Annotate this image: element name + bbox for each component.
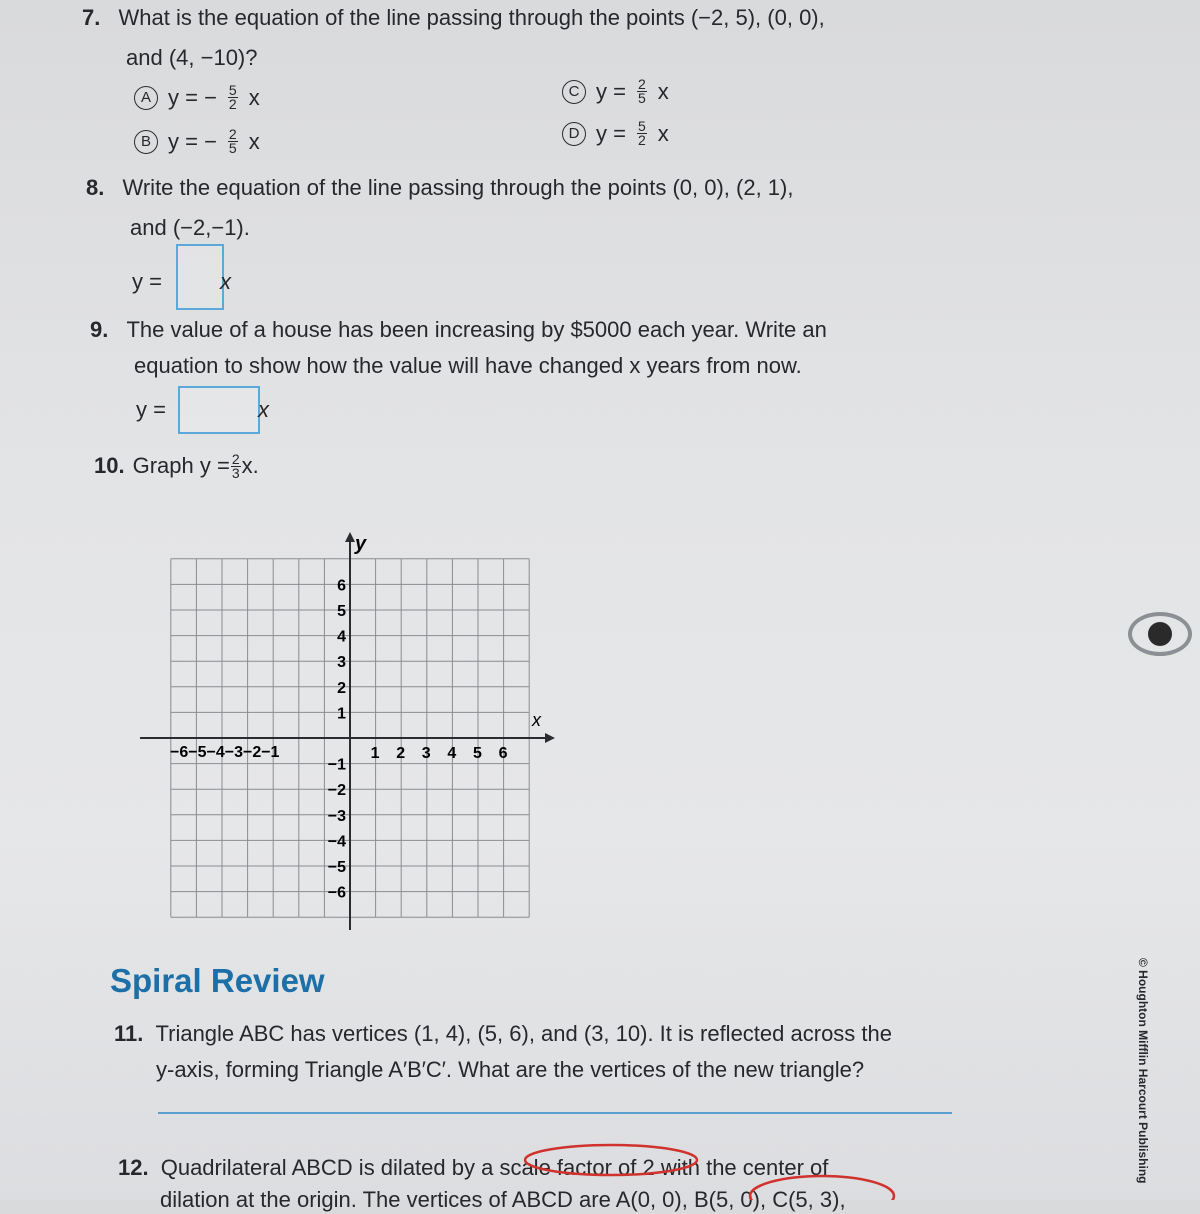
question-text: Write the equation of the line passing through the points (0, 0), (2, 1), [122, 175, 794, 200]
question-text: The value of a house has been increasing by $5000 each year. Write an [126, 317, 827, 342]
section-heading: Spiral Review [110, 962, 325, 999]
option-b[interactable] [134, 128, 260, 155]
option-letter: D [562, 122, 586, 146]
x-tick-label: 6 [498, 745, 508, 762]
frac-num: 2 [231, 450, 240, 467]
y-tick-label: 6 [337, 577, 346, 595]
frac-num: 2 [228, 126, 237, 142]
question-9 [90, 316, 827, 344]
question-11-line2: y-axis, forming Triangle A′B′C′. What are the vertices of the new triangle? [156, 1057, 865, 1082]
fraction [231, 450, 241, 481]
y-tick-labels [328, 577, 346, 901]
fraction [228, 128, 238, 155]
frac-den: 5 [637, 90, 646, 106]
frac-num: 2 [637, 76, 646, 92]
y-tick-label: −2 [327, 782, 346, 800]
fraction [637, 78, 647, 105]
question-12 [118, 1154, 828, 1182]
answer-var: x [258, 397, 269, 422]
answer-box-q8[interactable] [176, 244, 224, 310]
frac-den: 2 [228, 96, 237, 112]
question-number: 10. [94, 453, 125, 478]
question-number: 9. [90, 317, 109, 342]
question-text: Graph y = [132, 453, 230, 478]
question-number: 8. [86, 175, 105, 200]
answer-lhs: y = [136, 397, 166, 422]
question-8 [86, 174, 793, 202]
question-8-line2: and (−2,−1). [130, 215, 250, 240]
option-letter: C [562, 80, 586, 104]
y-tick-label: −4 [327, 833, 346, 851]
publisher-credit: © Houghton Mifflin Harcourt Publishing [1136, 958, 1150, 1184]
x-tick-label: 5 [473, 745, 482, 762]
y-tick-label: 5 [337, 603, 346, 620]
y-tick-label: −6 [327, 884, 346, 902]
y-tick-label: 2 [337, 679, 346, 697]
x-tick-labels [371, 745, 508, 762]
option-d[interactable] [562, 120, 669, 147]
option-var: x [248, 84, 260, 110]
y-tick-label: −3 [327, 807, 346, 825]
y-axis-label: y [355, 533, 367, 555]
option-lhs: y = − [168, 128, 217, 154]
option-letter: B [134, 130, 158, 154]
frac-den: 5 [228, 140, 237, 156]
y-tick-label: 3 [337, 654, 346, 672]
frac-den: 2 [637, 132, 646, 148]
question-9-line2: equation to show how the value will have changed x years from now. [134, 353, 802, 378]
coordinate-grid[interactable] [140, 530, 560, 940]
option-lhs: y = − [168, 84, 217, 110]
x-axis-arrow [545, 733, 555, 743]
option-c[interactable] [562, 78, 669, 105]
option-lhs: y = [596, 120, 626, 146]
question-number: 12. [118, 1155, 149, 1180]
x-tick-label: 3 [421, 745, 431, 762]
question-text: Quadrilateral ABCD is dilated by a scale factor of 2 with the center of [160, 1155, 829, 1180]
option-a[interactable] [134, 84, 260, 111]
y-tick-label: 1 [337, 705, 346, 723]
y-tick-label: 4 [337, 628, 346, 646]
answer-box-q9[interactable] [178, 386, 260, 434]
y-tick-label: −1 [327, 756, 346, 774]
question-11 [114, 1020, 892, 1048]
x-tick-label: 4 [447, 745, 457, 762]
question-var: x. [241, 453, 259, 478]
option-lhs: y = [596, 78, 626, 104]
question-12-line2: dilation at the origin. The vertices of ABCD are A(0, 0), B(5, 0), C(5, 3), [160, 1187, 846, 1212]
question-10 [94, 452, 259, 480]
question-number: 7. [82, 5, 101, 30]
question-text: What is the equation of the line passing through the points (−2, 5), (0, 0), [118, 5, 825, 30]
question-7-line2: and (4, −10)? [126, 45, 258, 70]
question-number: 11. [114, 1021, 144, 1046]
fraction [637, 120, 647, 147]
option-var: x [657, 78, 669, 104]
fraction [228, 84, 238, 111]
pen-circle-vertices [740, 1170, 910, 1200]
y-axis-arrow [345, 532, 355, 542]
option-var: x [657, 120, 669, 146]
frac-num: 5 [637, 118, 646, 134]
answer-line-q11[interactable] [158, 1112, 952, 1114]
frac-num: 5 [228, 82, 237, 98]
binder-ring [1128, 612, 1192, 656]
question-text: Triangle ABC has vertices (1, 4), (5, 6), and (3, 10). It is reflected across the [155, 1021, 892, 1046]
question-7 [82, 4, 825, 32]
option-letter: A [134, 86, 158, 110]
answer-var: x [220, 269, 231, 294]
answer-lhs: y = [132, 269, 162, 294]
y-tick-label: −5 [327, 859, 346, 876]
x-tick-label: 2 [396, 745, 406, 762]
pen-circle-scale-factor [515, 1140, 715, 1180]
x-tick-label: 1 [370, 745, 380, 762]
option-var: x [248, 128, 260, 154]
x-tick-labels-negative: −6−5−4−3−2−1 [170, 744, 280, 761]
x-axis-label: x [532, 710, 541, 730]
frac-den: 3 [231, 464, 240, 481]
